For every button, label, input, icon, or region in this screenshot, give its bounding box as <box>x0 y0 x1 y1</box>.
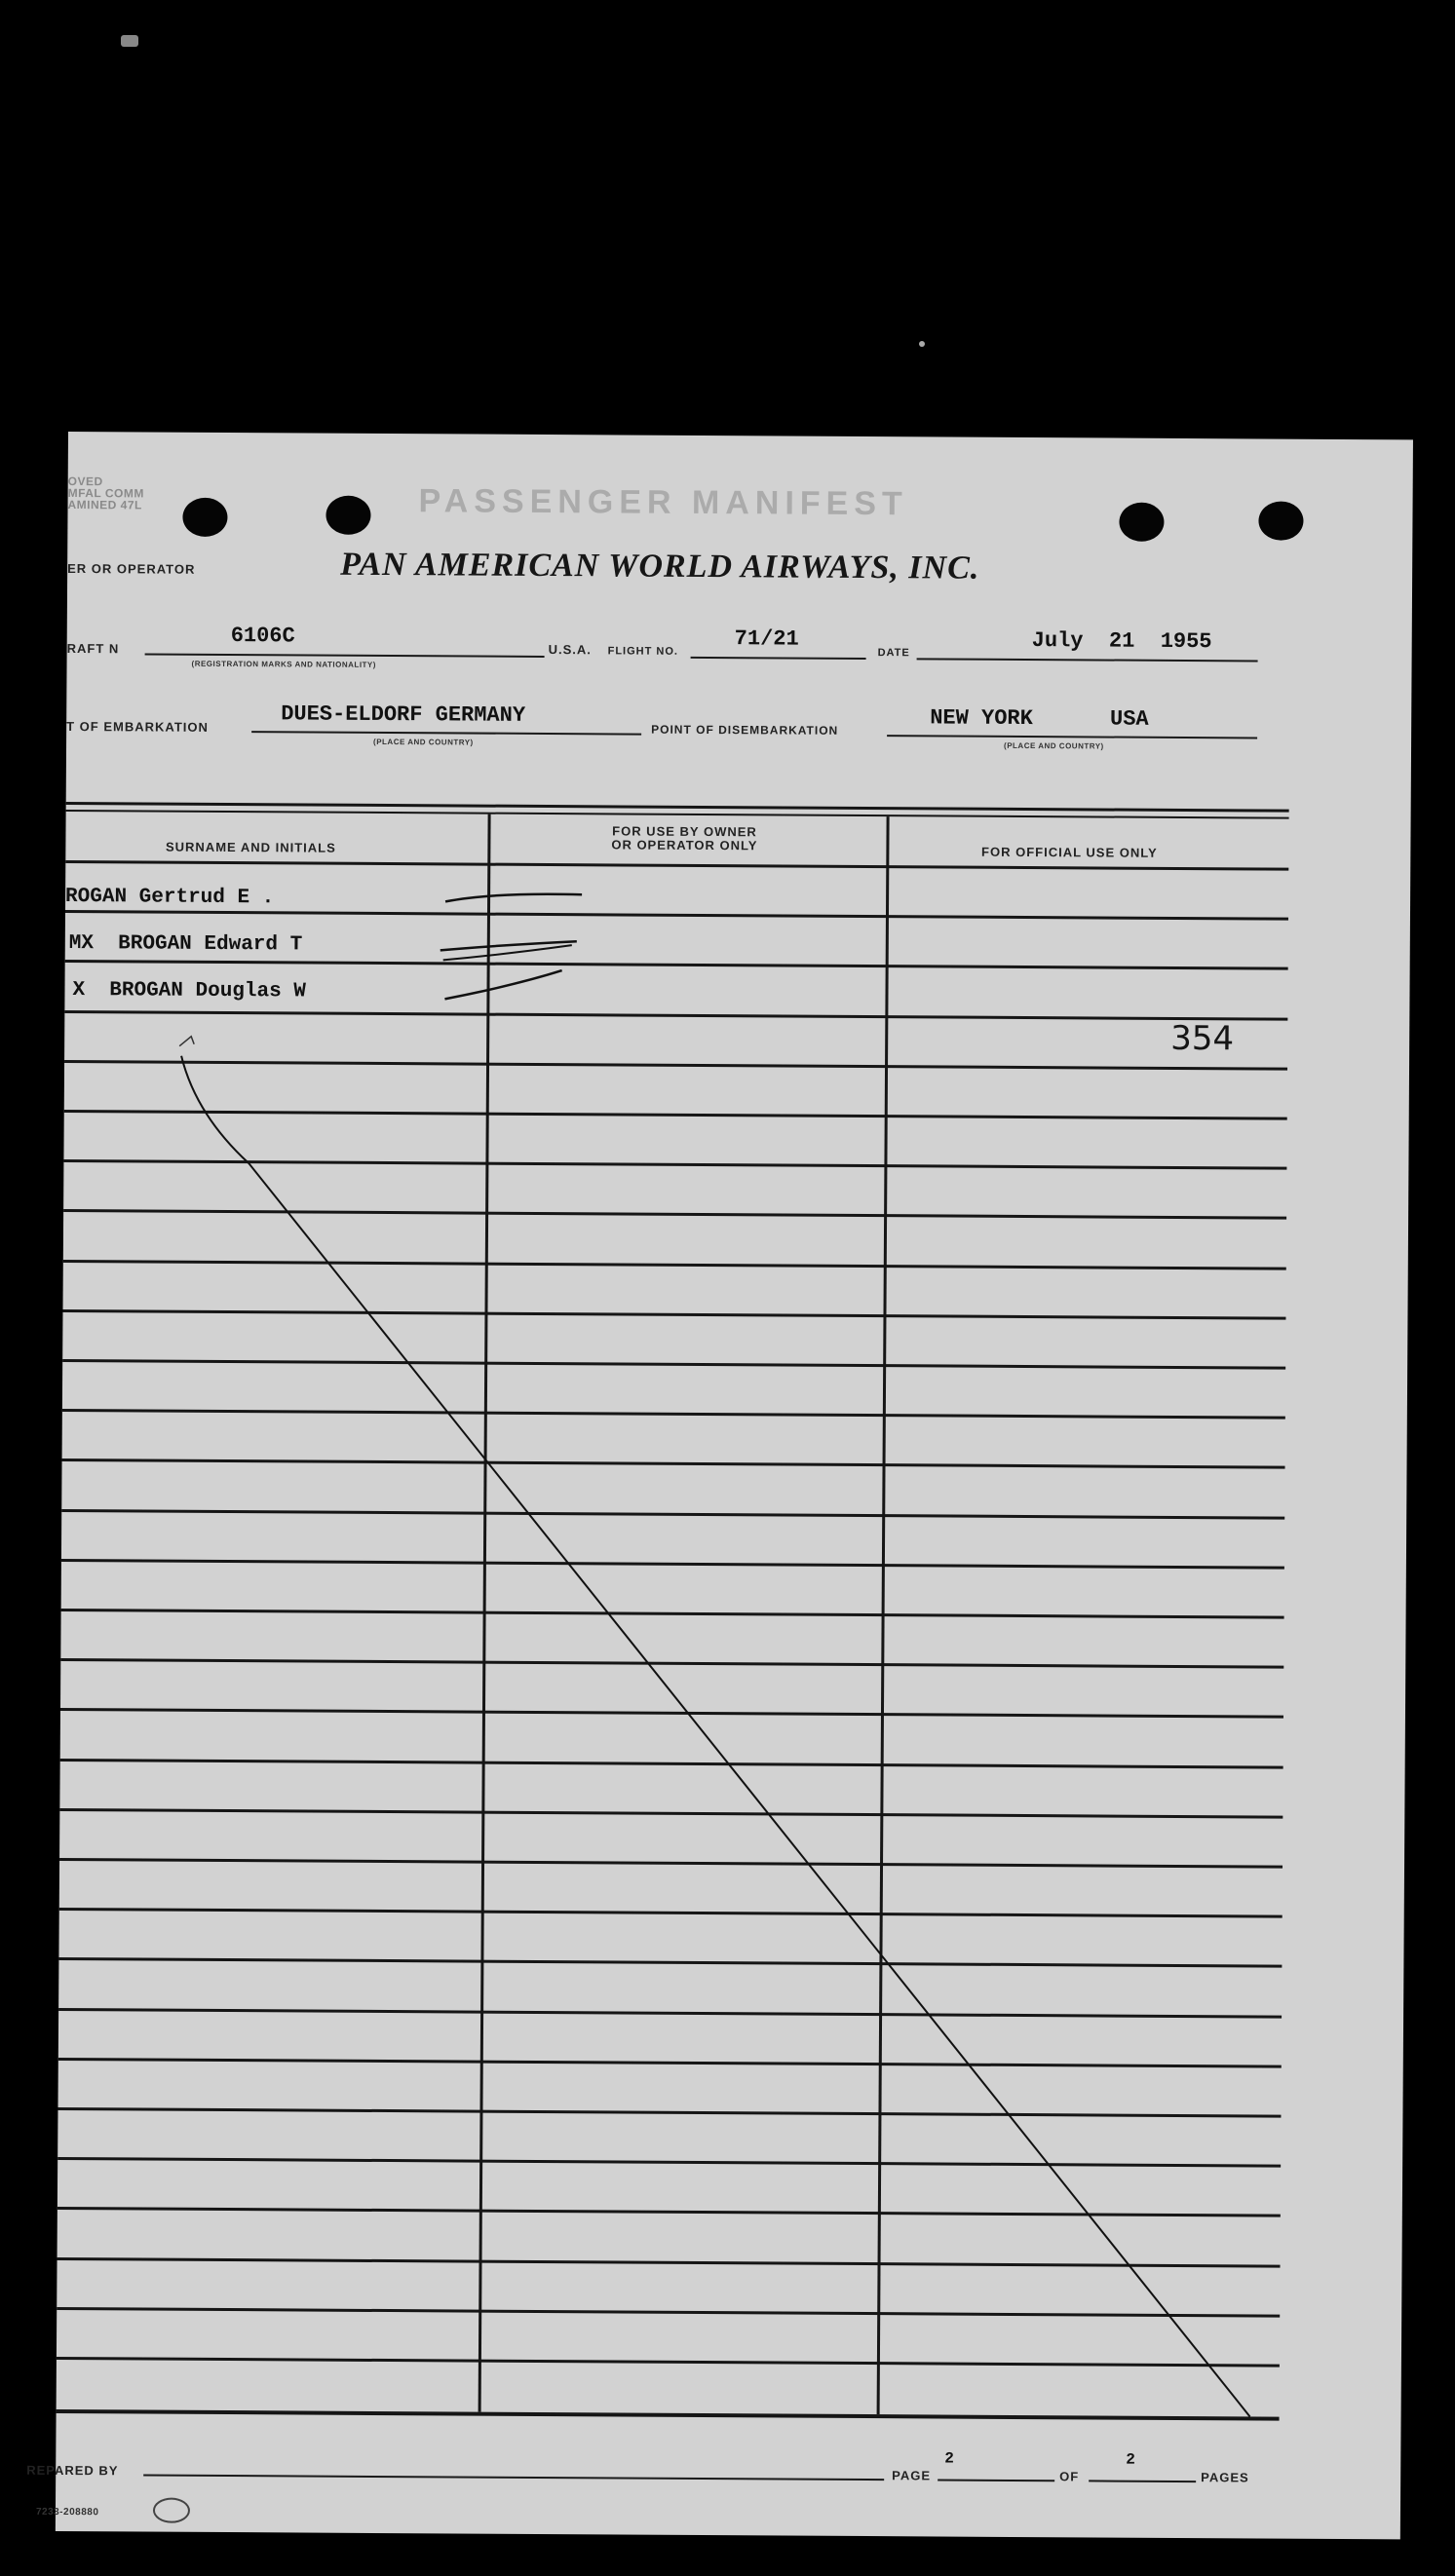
form-code: 7233-208880 <box>35 2506 99 2519</box>
flight-label: FLIGHT NO. <box>607 645 678 658</box>
column-header-surname: SURNAME AND INITIALS <box>165 839 336 855</box>
airline-name: PAN AMERICAN WORLD AIRWAYS, INC. <box>340 546 980 587</box>
date-label: DATE <box>877 647 910 660</box>
passenger-row-3: X BROGAN Douglas W <box>72 979 307 1004</box>
prepared-by-label: REPARED BY <box>26 2462 119 2479</box>
approval-stamp: OVED MFAL COMM AMINED 47L <box>67 474 144 512</box>
column-header-owner: FOR USE BY OWNER OR OPERATOR ONLY <box>611 823 758 853</box>
aircraft-label: RAFT N <box>66 640 120 657</box>
scan-speck <box>121 35 138 47</box>
country-label: U.S.A. <box>548 642 592 658</box>
form-title: PASSENGER MANIFEST <box>418 482 908 523</box>
aircraft-sublabel: (REGISTRATION MARKS AND NATIONALITY) <box>191 659 376 669</box>
of-label: OF <box>1059 2469 1080 2484</box>
scan-speck <box>919 341 925 347</box>
page-number-handwritten: 354 <box>1170 1018 1235 1059</box>
aircraft-value: 6106C <box>230 624 295 649</box>
printer-mark-icon <box>153 2498 190 2523</box>
passenger-row-2: MX BROGAN Edward T <box>68 932 303 957</box>
page-label: PAGE <box>892 2468 932 2483</box>
manifest-sheet <box>26 432 1413 2539</box>
flight-value: 71/21 <box>734 626 799 652</box>
passenger-row-1: ROGAN Gertrud E . <box>65 885 275 910</box>
column-header-official: FOR OFFICIAL USE ONLY <box>981 844 1158 860</box>
owner-label: ER OR OPERATOR <box>67 560 196 577</box>
page-value: 2 <box>944 2449 954 2468</box>
of-value: 2 <box>1126 2450 1135 2469</box>
embarkation-value: DUES-ELDORF GERMANY <box>281 701 526 728</box>
embarkation-sublabel: (PLACE AND COUNTRY) <box>373 737 474 747</box>
disembarkation-value: NEW YORK USA <box>930 705 1149 732</box>
cancellation-line <box>56 432 1413 2539</box>
pages-label: PAGES <box>1201 2470 1249 2485</box>
disembarkation-label: POINT OF DISEMBARKATION <box>651 722 839 738</box>
disembarkation-sublabel: (PLACE AND COUNTRY) <box>1004 740 1104 751</box>
date-value: July 21 1955 <box>1031 628 1212 655</box>
embarkation-label: T OF EMBARKATION <box>66 718 209 735</box>
